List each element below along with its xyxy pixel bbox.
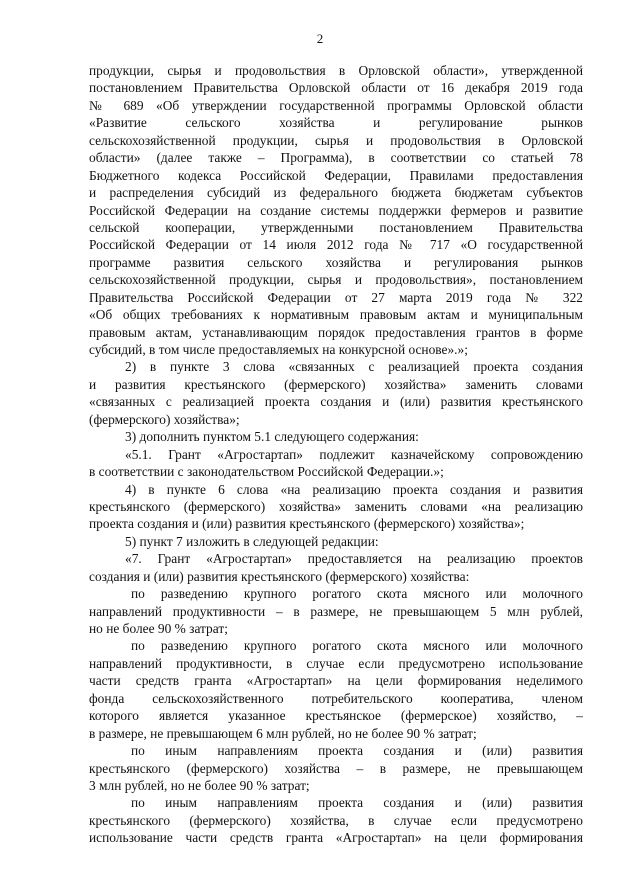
text-line: 2) в пункте 3 слова «связанных с реализацией проекта создания [125, 359, 583, 375]
document-body [89, 62, 583, 847]
text-line: Правительства Российской Федерации от 27 марта 2019 года № 322 [89, 289, 583, 305]
text-line: по разведению крупного рогатого скота мясного или молочного [131, 586, 583, 602]
text-line: по иным направлениям проекта создания и (или) развития [131, 795, 583, 811]
text-line: использование части средств гранта «Агростартап» на цели формирования [89, 830, 583, 846]
paragraph-intro-continuation [89, 62, 583, 358]
text-line: проекта создания и (или) развития крестьянского (фермерского) хозяйства»; [89, 516, 525, 532]
text-line: постановлением Правительства Орловской области от 16 декабря 2019 года [89, 80, 583, 96]
paragraph-other-grant-cooperative [89, 794, 583, 846]
text-line: по иным направлениям проекта создания и (или) развития [131, 743, 583, 759]
text-line: 3 млн рублей, но не более 90 % затрат; [89, 777, 310, 793]
text-line: в соответствии с законодательством Российской Федерации.»; [89, 464, 444, 480]
text-line: крестьянского (фермерского) хозяйства – в размере, не превышающем [89, 760, 583, 776]
text-line: которого является указанное крестьянское (фермерское) хозяйство, – [89, 708, 583, 724]
text-line: «связанных с реализацией проекта создания и (или) развития крестьянского [89, 394, 583, 410]
text-line: части средств гранта «Агростартап» на цели формирования неделимого [89, 673, 583, 689]
text-line: «7. Грант «Агростартап» предоставляется на реализацию проектов [125, 551, 583, 567]
text-line: и распределения субсидий из федерального бюджета бюджетам субъектов [89, 185, 583, 201]
text-line: 4) в пункте 6 слова «на реализацию проекта создания и развития [125, 481, 583, 497]
text-line: Бюджетного кодекса Российской Федерации, Правилами предоставления [89, 167, 583, 183]
text-line: Российской Федерации от 14 июля 2012 года № 717 «О государственной [89, 237, 583, 253]
text-line: «Об общих требованиях к нормативным правовым актам и муниципальным [89, 307, 583, 323]
paragraph-item-2 [89, 358, 583, 428]
text-line: № 689 «Об утверждении государственной программы Орловской области [89, 97, 583, 113]
paragraph-clause-5-1 [89, 446, 583, 481]
text-line: но не более 90 % затрат; [89, 621, 228, 636]
text-line: крестьянского (фермерского) хозяйства, в случае если предусмотрено [89, 812, 583, 828]
text-line: правовым актам, устанавливающим порядок предоставления грантов в форме [89, 324, 583, 340]
text-line: области» (далее также – Программа), в соответствии со статьей 78 [89, 150, 583, 166]
text-line: фонда сельскохозяйственного потребительского кооператива, членом [89, 690, 583, 706]
text-line: 5) пункт 7 изложить в следующей редакции: [125, 533, 379, 549]
text-line: создания и (или) развития крестьянского (фермерского) хозяйства: [89, 568, 470, 584]
paragraph-clause-7 [89, 550, 583, 585]
page-number: 2 [316, 31, 324, 46]
text-line: Российской Федерации на создание системы поддержки фермеров и развитие [89, 202, 583, 218]
text-line: и развития крестьянского (фермерского) хозяйства» заменить словами [89, 376, 583, 392]
paragraph-cattle-grant-cooperative [89, 637, 583, 742]
text-line: сельской кооперации, утвержденными постановлением Правительства [89, 219, 583, 235]
text-line: в размере, не превышающем 6 млн рублей, но не более 90 % затрат; [89, 725, 477, 741]
paragraph-item-4 [89, 481, 583, 533]
text-line: направлений продуктивности, в случае если предусмотрено использование [89, 655, 583, 671]
paragraph-item-5 [89, 533, 583, 550]
text-line: сельскохозяйственной продукции, сырья и продовольствия в Орловской [89, 132, 583, 148]
text-line: сельскохозяйственной продукции, сырья и продовольствия», постановлением [89, 272, 583, 288]
paragraph-cattle-grant [89, 585, 583, 637]
text-line: (фермерского) хозяйства»; [89, 411, 240, 427]
text-line: 3) дополнить пунктом 5.1 следующего содержания: [125, 429, 419, 445]
text-line: «5.1. Грант «Агростартап» подлежит казначейскому сопровождению [125, 446, 583, 462]
text-line: продукции, сырья и продовольствия в Орловской области», утвержденной [89, 63, 583, 78]
text-line: субсидий, в том числе предоставляемых на конкурсной основе».»; [89, 342, 468, 357]
text-line: «Развитие сельского хозяйства и регулирование рынков [89, 115, 583, 131]
text-line: программе развития сельского хозяйства и регулирования рынков [89, 254, 583, 270]
paragraph-other-grant [89, 742, 583, 794]
text-line: направлений продуктивности – в размере, не превышающем 5 млн рублей, [89, 603, 583, 619]
text-line: крестьянского (фермерского) хозяйства» заменить словами «на реализацию [89, 498, 583, 514]
paragraph-item-3 [89, 428, 583, 445]
text-line: по разведению крупного рогатого скота мясного или молочного [131, 638, 583, 654]
